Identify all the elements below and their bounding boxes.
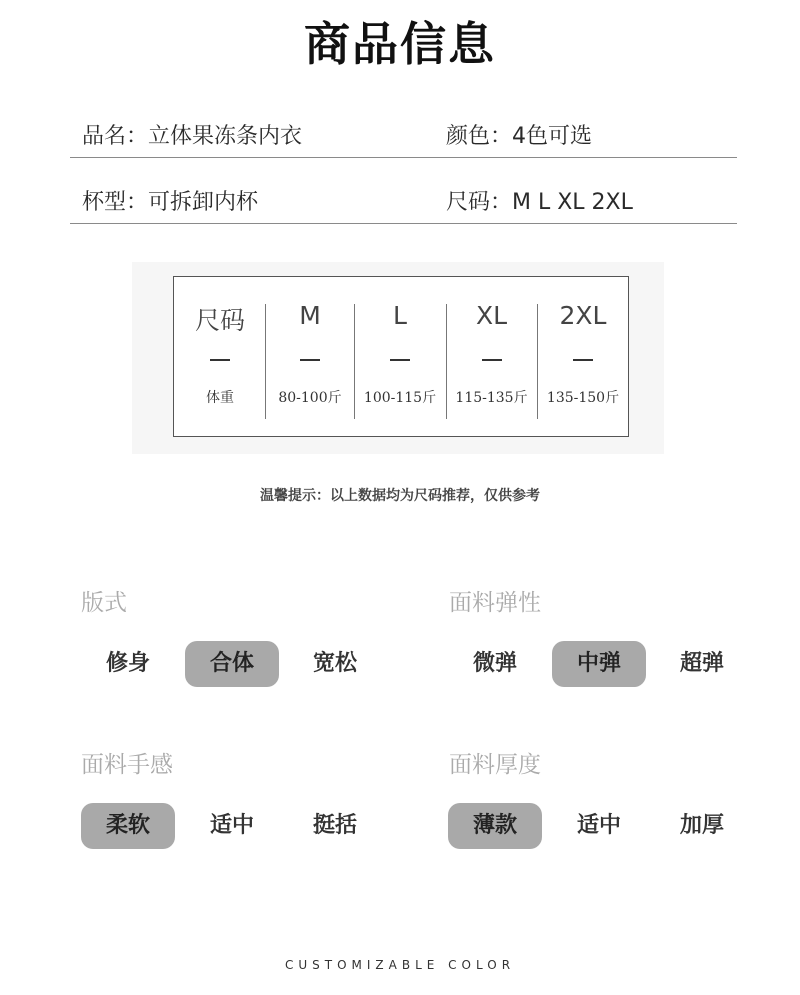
- attr-label-hand-feel: 面料手感: [81, 752, 173, 778]
- weight-value: 80-100斤: [278, 390, 342, 406]
- attr-label-thickness: 面料厚度: [449, 752, 541, 778]
- size-options: 尺码：M L XL 2XL: [446, 190, 633, 215]
- info-row-1: [70, 113, 737, 158]
- weight-value: 100-115斤: [363, 390, 437, 406]
- product-color: 颜色：4色可选: [446, 124, 592, 149]
- dash: [390, 359, 410, 361]
- size-label: 2XL: [559, 301, 607, 330]
- attr-option-selected: 薄款: [448, 803, 542, 849]
- attr-option: 超弹: [679, 651, 724, 676]
- attr-label-elasticity: 面料弹性: [449, 590, 541, 616]
- weight-value: 115-135斤: [455, 390, 528, 406]
- size-table-label-col: [174, 277, 266, 436]
- size-col-xl: [446, 277, 537, 436]
- dash: [482, 359, 502, 361]
- attr-option: 加厚: [679, 813, 724, 838]
- info-row-2: [70, 179, 737, 224]
- attr-option: 适中: [576, 813, 621, 838]
- size-col-l: [354, 277, 446, 436]
- page-title: 商品信息: [304, 17, 496, 71]
- attr-option-selected: 中弹: [552, 641, 646, 687]
- product-name: 品名：立体果冻条内衣: [82, 124, 303, 149]
- dash: [573, 359, 593, 361]
- attr-option: 适中: [209, 813, 254, 838]
- attr-option: 挺括: [312, 813, 357, 838]
- size-label: L: [393, 301, 407, 330]
- size-col-m: [266, 277, 354, 436]
- cup-type: 杯型：可拆卸内杯: [82, 190, 259, 215]
- weight-row-label: 体重: [206, 390, 234, 406]
- footer-caption: CUSTOMIZABLE COLOR: [284, 958, 516, 972]
- attr-option-selected: 柔软: [81, 803, 175, 849]
- attr-option: 修身: [105, 651, 150, 676]
- attr-option: 宽松: [312, 651, 357, 676]
- dash: [210, 359, 230, 361]
- size-note: 温馨提示：以上数据均为尺码推荐，仅供参考: [260, 488, 540, 504]
- attr-option: 微弹: [472, 651, 517, 676]
- attr-label-fit: 版式: [81, 590, 127, 616]
- size-col-2xl: [537, 277, 629, 436]
- size-label: M: [299, 301, 321, 330]
- dash: [300, 359, 320, 361]
- size-header-label: 尺码: [194, 306, 245, 335]
- size-table: [173, 276, 629, 437]
- attr-option-selected: 合体: [185, 641, 279, 687]
- size-label: XL: [475, 301, 508, 330]
- weight-value: 135-150斤: [546, 390, 620, 406]
